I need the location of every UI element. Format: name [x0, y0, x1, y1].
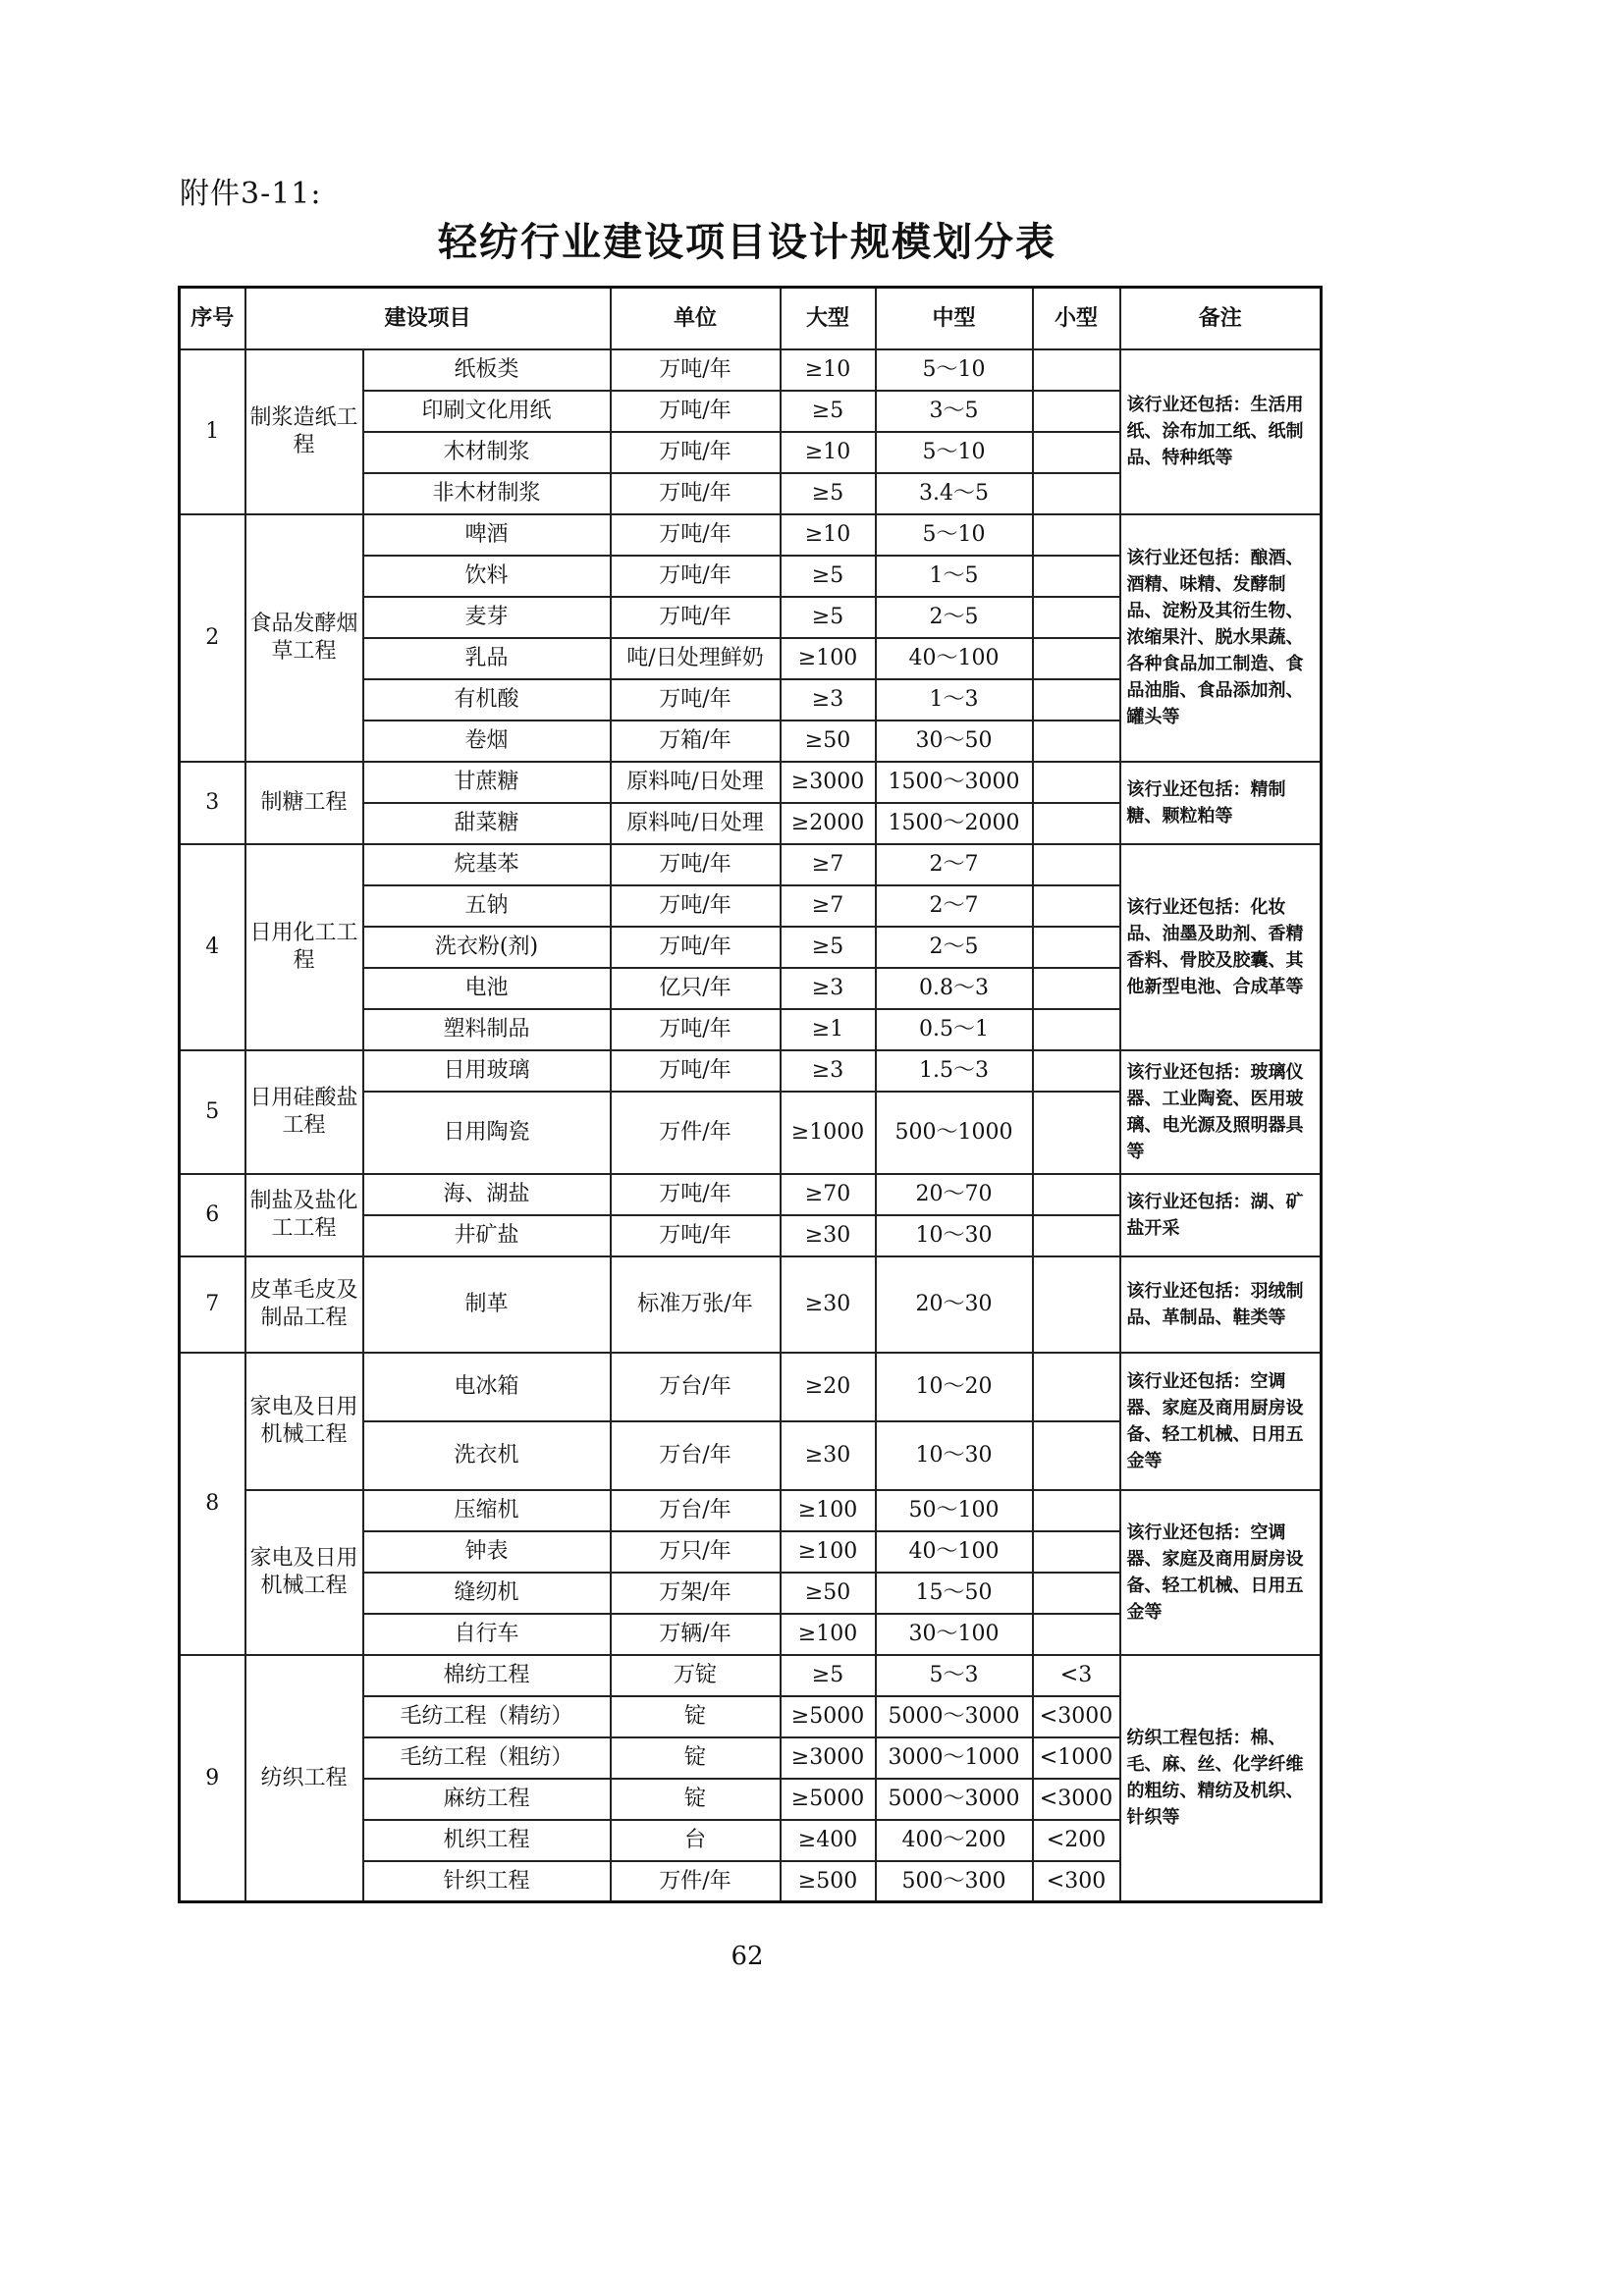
medium-cell: 2～5	[876, 927, 1033, 968]
note-cell: 该行业还包括：羽绒制品、革制品、鞋类等	[1120, 1256, 1322, 1353]
large-cell: ≥7	[781, 844, 876, 885]
category-name: 纺织工程	[245, 1655, 363, 1902]
row-no: 3	[180, 762, 245, 844]
project-name: 甘蔗糖	[363, 762, 611, 803]
note-cell: 该行业还包括：精制糖、颗粒粕等	[1120, 762, 1322, 844]
note-cell: 该行业还包括：湖、矿盐开采	[1120, 1174, 1322, 1256]
medium-cell: 30～50	[876, 721, 1033, 762]
unit-cell: 万件/年	[611, 1861, 781, 1902]
header-no: 序号	[180, 288, 245, 349]
small-cell	[1033, 1215, 1120, 1256]
table-row	[180, 514, 1322, 556]
large-cell: ≥50	[781, 1573, 876, 1614]
small-cell	[1033, 1092, 1120, 1174]
project-name: 日用玻璃	[363, 1050, 611, 1092]
small-cell	[1033, 391, 1120, 432]
note-cell: 纺织工程包括：棉、毛、麻、丝、化学纤维的粗纺、精纺及机织、针织等	[1120, 1655, 1322, 1902]
project-name: 钟表	[363, 1531, 611, 1573]
table-row	[180, 1174, 1322, 1215]
large-cell: ≥1000	[781, 1092, 876, 1174]
small-cell	[1033, 679, 1120, 721]
small-cell	[1033, 1174, 1120, 1215]
medium-cell: 500～300	[876, 1861, 1033, 1902]
large-cell: ≥1	[781, 1009, 876, 1050]
medium-cell: 5～3	[876, 1655, 1033, 1696]
category-name: 日用化工工程	[245, 844, 363, 1050]
unit-cell: 万台/年	[611, 1490, 781, 1531]
medium-cell: 1500～2000	[876, 803, 1033, 844]
unit-cell: 吨/日处理鲜奶	[611, 638, 781, 679]
unit-cell: 原料吨/日处理	[611, 762, 781, 803]
header-note: 备注	[1120, 288, 1322, 349]
project-name: 甜菜糖	[363, 803, 611, 844]
category-name: 家电及日用机械工程	[245, 1353, 363, 1490]
medium-cell: 3000～1000	[876, 1737, 1033, 1779]
large-cell: ≥5000	[781, 1779, 876, 1820]
medium-cell: 1.5～3	[876, 1050, 1033, 1092]
project-name: 啤酒	[363, 514, 611, 556]
unit-cell: 万吨/年	[611, 349, 781, 391]
medium-cell: 3.4～5	[876, 473, 1033, 514]
small-cell: <1000	[1033, 1737, 1120, 1779]
project-name: 针织工程	[363, 1861, 611, 1902]
project-name: 井矿盐	[363, 1215, 611, 1256]
table-row	[180, 1353, 1322, 1421]
category-name: 制浆造纸工程	[245, 349, 363, 514]
large-cell: ≥30	[781, 1215, 876, 1256]
medium-cell: 10～30	[876, 1421, 1033, 1490]
project-name: 木材制浆	[363, 432, 611, 473]
unit-cell: 万台/年	[611, 1353, 781, 1421]
large-cell: ≥3	[781, 1050, 876, 1092]
small-cell	[1033, 721, 1120, 762]
project-name: 自行车	[363, 1614, 611, 1655]
large-cell: ≥400	[781, 1820, 876, 1861]
small-cell	[1033, 927, 1120, 968]
table-row	[180, 762, 1322, 803]
project-name: 塑料制品	[363, 1009, 611, 1050]
small-cell	[1033, 1531, 1120, 1573]
unit-cell: 万吨/年	[611, 1050, 781, 1092]
small-cell	[1033, 1353, 1120, 1421]
header-small: 小型	[1033, 288, 1120, 349]
medium-cell: 50～100	[876, 1490, 1033, 1531]
attachment-label: 附件3-11:	[180, 177, 322, 211]
medium-cell: 400～200	[876, 1820, 1033, 1861]
large-cell: ≥5	[781, 597, 876, 638]
note-cell: 该行业还包括：酿酒、酒精、味精、发酵制品、淀粉及其衍生物、浓缩果汁、脱水果蔬、各种食品加工制造、食品油脂、食品添加剂、罐头等	[1120, 514, 1322, 762]
large-cell: ≥5	[781, 927, 876, 968]
project-name: 机织工程	[363, 1820, 611, 1861]
small-cell: <300	[1033, 1861, 1120, 1902]
large-cell: ≥500	[781, 1861, 876, 1902]
row-no: 9	[180, 1655, 245, 1902]
unit-cell: 万吨/年	[611, 1174, 781, 1215]
large-cell: ≥3000	[781, 762, 876, 803]
small-cell	[1033, 1256, 1120, 1353]
project-name: 毛纺工程（粗纺）	[363, 1737, 611, 1779]
project-name: 麦芽	[363, 597, 611, 638]
large-cell: ≥5	[781, 473, 876, 514]
project-name: 电池	[363, 968, 611, 1009]
small-cell	[1033, 1573, 1120, 1614]
unit-cell: 万吨/年	[611, 473, 781, 514]
unit-cell: 万锭	[611, 1655, 781, 1696]
large-cell: ≥10	[781, 514, 876, 556]
unit-cell: 万吨/年	[611, 885, 781, 927]
medium-cell: 5～10	[876, 432, 1033, 473]
large-cell: ≥5	[781, 391, 876, 432]
project-name: 制革	[363, 1256, 611, 1353]
project-name: 卷烟	[363, 721, 611, 762]
row-no: 8	[180, 1353, 245, 1655]
unit-cell: 万只/年	[611, 1531, 781, 1573]
project-name: 有机酸	[363, 679, 611, 721]
small-cell	[1033, 638, 1120, 679]
scale-classification-table	[178, 286, 1323, 1903]
small-cell	[1033, 1421, 1120, 1490]
large-cell: ≥3000	[781, 1737, 876, 1779]
unit-cell: 万吨/年	[611, 597, 781, 638]
small-cell: <3	[1033, 1655, 1120, 1696]
project-name: 毛纺工程（精纺）	[363, 1696, 611, 1737]
table-row	[180, 844, 1322, 885]
category-name: 制糖工程	[245, 762, 363, 844]
project-name: 电冰箱	[363, 1353, 611, 1421]
medium-cell: 5～10	[876, 514, 1033, 556]
small-cell	[1033, 556, 1120, 597]
unit-cell: 标准万张/年	[611, 1256, 781, 1353]
table-row	[180, 1490, 1322, 1531]
row-no: 5	[180, 1050, 245, 1174]
unit-cell: 万吨/年	[611, 1009, 781, 1050]
table-row	[180, 1050, 1322, 1092]
small-cell	[1033, 1614, 1120, 1655]
note-cell: 该行业还包括：化妆品、油墨及助剂、香精香料、骨胶及胶囊、其他新型电池、合成革等	[1120, 844, 1322, 1050]
small-cell	[1033, 473, 1120, 514]
large-cell: ≥20	[781, 1353, 876, 1421]
medium-cell: 20～30	[876, 1256, 1033, 1353]
project-name: 饮料	[363, 556, 611, 597]
large-cell: ≥5000	[781, 1696, 876, 1737]
medium-cell: 10～30	[876, 1215, 1033, 1256]
large-cell: ≥3	[781, 679, 876, 721]
project-name: 压缩机	[363, 1490, 611, 1531]
header-medium: 中型	[876, 288, 1033, 349]
small-cell: <200	[1033, 1820, 1120, 1861]
small-cell	[1033, 432, 1120, 473]
small-cell	[1033, 968, 1120, 1009]
unit-cell: 万箱/年	[611, 721, 781, 762]
large-cell: ≥2000	[781, 803, 876, 844]
project-name: 烷基苯	[363, 844, 611, 885]
unit-cell: 万吨/年	[611, 844, 781, 885]
large-cell: ≥70	[781, 1174, 876, 1215]
small-cell	[1033, 1009, 1120, 1050]
large-cell: ≥30	[781, 1421, 876, 1490]
row-no: 6	[180, 1174, 245, 1256]
project-name: 日用陶瓷	[363, 1092, 611, 1174]
small-cell: <3000	[1033, 1696, 1120, 1737]
medium-cell: 2～5	[876, 597, 1033, 638]
unit-cell: 万辆/年	[611, 1614, 781, 1655]
medium-cell: 1～5	[876, 556, 1033, 597]
medium-cell: 1～3	[876, 679, 1033, 721]
project-name: 洗衣粉(剂)	[363, 927, 611, 968]
unit-cell: 亿只/年	[611, 968, 781, 1009]
small-cell: <3000	[1033, 1779, 1120, 1820]
project-name: 纸板类	[363, 349, 611, 391]
medium-cell: 15～50	[876, 1573, 1033, 1614]
project-name: 海、湖盐	[363, 1174, 611, 1215]
medium-cell: 10～20	[876, 1353, 1033, 1421]
unit-cell: 万台/年	[611, 1421, 781, 1490]
medium-cell: 5000～3000	[876, 1696, 1033, 1737]
medium-cell: 2～7	[876, 844, 1033, 885]
header-unit: 单位	[611, 288, 781, 349]
large-cell: ≥100	[781, 1614, 876, 1655]
page-number: 62	[731, 1942, 764, 1971]
table-row	[180, 1256, 1322, 1353]
unit-cell: 锭	[611, 1779, 781, 1820]
medium-cell: 20～70	[876, 1174, 1033, 1215]
category-name: 家电及日用机械工程	[245, 1490, 363, 1655]
unit-cell: 万吨/年	[611, 514, 781, 556]
large-cell: ≥100	[781, 1490, 876, 1531]
large-cell: ≥10	[781, 432, 876, 473]
header-large: 大型	[781, 288, 876, 349]
category-name: 食品发酵烟草工程	[245, 514, 363, 762]
note-cell: 该行业还包括：空调器、家庭及商用厨房设备、轻工机械、日用五金等	[1120, 1490, 1322, 1655]
document-title: 轻纺行业建设项目设计规模划分表	[438, 220, 1056, 265]
project-name: 麻纺工程	[363, 1779, 611, 1820]
unit-cell: 原料吨/日处理	[611, 803, 781, 844]
category-name: 皮革毛皮及制品工程	[245, 1256, 363, 1353]
note-cell: 该行业还包括：生活用纸、涂布加工纸、纸制品、特种纸等	[1120, 349, 1322, 514]
large-cell: ≥30	[781, 1256, 876, 1353]
large-cell: ≥50	[781, 721, 876, 762]
project-name: 乳品	[363, 638, 611, 679]
row-no: 7	[180, 1256, 245, 1353]
row-no: 1	[180, 349, 245, 514]
medium-cell: 30～100	[876, 1614, 1033, 1655]
table-row	[180, 1655, 1322, 1696]
large-cell: ≥3	[781, 968, 876, 1009]
medium-cell: 5000～3000	[876, 1779, 1033, 1820]
small-cell	[1033, 349, 1120, 391]
large-cell: ≥100	[781, 638, 876, 679]
row-no: 4	[180, 844, 245, 1050]
unit-cell: 万吨/年	[611, 556, 781, 597]
large-cell: ≥10	[781, 349, 876, 391]
medium-cell: 40～100	[876, 1531, 1033, 1573]
large-cell: ≥5	[781, 1655, 876, 1696]
unit-cell: 台	[611, 1820, 781, 1861]
category-name: 制盐及盐化工工程	[245, 1174, 363, 1256]
note-cell: 该行业还包括：玻璃仪器、工业陶瓷、医用玻璃、电光源及照明器具等	[1120, 1050, 1322, 1174]
project-name: 非木材制浆	[363, 473, 611, 514]
unit-cell: 万吨/年	[611, 1215, 781, 1256]
category-name: 日用硅酸盐工程	[245, 1050, 363, 1174]
project-name: 洗衣机	[363, 1421, 611, 1490]
small-cell	[1033, 1050, 1120, 1092]
small-cell	[1033, 885, 1120, 927]
large-cell: ≥100	[781, 1531, 876, 1573]
project-name: 印刷文化用纸	[363, 391, 611, 432]
unit-cell: 万吨/年	[611, 927, 781, 968]
note-cell: 该行业还包括：空调器、家庭及商用厨房设备、轻工机械、日用五金等	[1120, 1353, 1322, 1490]
unit-cell: 万吨/年	[611, 432, 781, 473]
header-row	[180, 288, 1322, 349]
unit-cell: 锭	[611, 1696, 781, 1737]
medium-cell: 0.8～3	[876, 968, 1033, 1009]
medium-cell: 0.5～1	[876, 1009, 1033, 1050]
small-cell	[1033, 803, 1120, 844]
small-cell	[1033, 514, 1120, 556]
large-cell: ≥7	[781, 885, 876, 927]
medium-cell: 500～1000	[876, 1092, 1033, 1174]
small-cell	[1033, 762, 1120, 803]
medium-cell: 5～10	[876, 349, 1033, 391]
unit-cell: 万件/年	[611, 1092, 781, 1174]
row-no: 2	[180, 514, 245, 762]
project-name: 五钠	[363, 885, 611, 927]
table-row	[180, 349, 1322, 391]
project-name: 棉纺工程	[363, 1655, 611, 1696]
small-cell	[1033, 1490, 1120, 1531]
header-project: 建设项目	[245, 288, 611, 349]
small-cell	[1033, 597, 1120, 638]
unit-cell: 万吨/年	[611, 679, 781, 721]
unit-cell: 锭	[611, 1737, 781, 1779]
unit-cell: 万架/年	[611, 1573, 781, 1614]
large-cell: ≥5	[781, 556, 876, 597]
medium-cell: 3～5	[876, 391, 1033, 432]
small-cell	[1033, 844, 1120, 885]
medium-cell: 1500～3000	[876, 762, 1033, 803]
medium-cell: 2～7	[876, 885, 1033, 927]
project-name: 缝纫机	[363, 1573, 611, 1614]
medium-cell: 40～100	[876, 638, 1033, 679]
unit-cell: 万吨/年	[611, 391, 781, 432]
